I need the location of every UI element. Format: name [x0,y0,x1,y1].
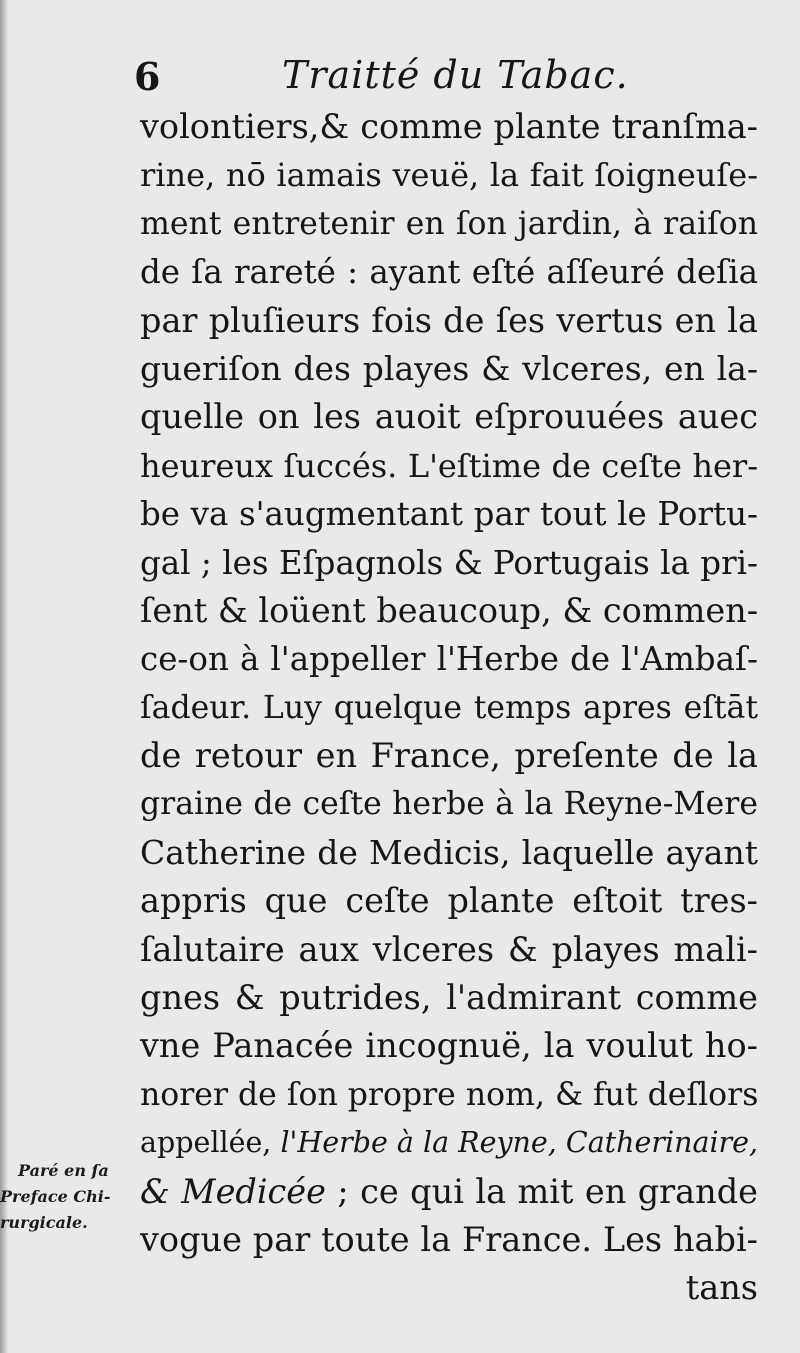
page-gutter-shadow [0,0,8,1353]
text-line: be va s'augmentant par tout le Portu- [140,495,758,534]
text-line: gal ; les Eſpagnols & Portugais la pri- [140,543,758,582]
text-line: par pluſieurs fois de ſes vertus en la [140,300,758,340]
text-line: ſalutaire aux vlceres & playes mali- [140,929,758,969]
italic-name-segment: l'Herbe à la Reyne, Catherinaire, [280,1126,759,1160]
margin-note-line: Paré en ſa [18,1161,109,1180]
catchword-line: tans [685,1268,758,1308]
body-text [140,103,758,1313]
text-line: ment entretenir en ſon jardin, à raiſon [140,205,758,242]
text-line-mixed [140,1168,758,1216]
text-line-mixed [140,1119,758,1167]
text-line: graine de ceſte herbe à la Reyne-Mere [140,786,758,823]
text-line: appris que ceſte plante eſtoit tres- [140,881,758,921]
text-line: de retour en France, preſente de la [140,736,758,776]
text-line: vne Panacée incognuë, la voulut ho- [140,1026,758,1066]
italic-name-segment: & Medicée [140,1171,326,1211]
text-line: ſadeur. Luy quelque temps apres eſtāt [140,689,758,726]
text-segment: ; ce qui la mit en grande [325,1171,758,1211]
text-line: gnes & putrides, l'admirant comme [140,978,758,1018]
text-line: rine, nō iamais veuë, la fait ſoigneuſe- [140,156,758,195]
margin-note-line: Preface Chi- [0,1187,111,1206]
margin-note-line: rurgicale. [0,1213,88,1232]
text-line: ce-on à l'appeller l'Herbe de l'Ambaſ- [140,640,758,679]
text-line: Catherine de Medicis, laquelle ayant [140,832,758,872]
margin-note [0,1158,134,1236]
text-line: ſent & loüent beaucoup, & commen- [140,590,759,630]
text-line: norer de ſon propre nom, & fut deſlors [140,1076,759,1113]
text-line: heureux ſuccés. L'eſtime de ceſte her- [140,446,758,485]
text-line: de ſa rareté : ayant eſté aſſeuré deſia [140,253,758,292]
text-line: volontiers,& comme plante tranſma- [140,107,758,146]
page-number: 6 [134,54,161,99]
text-line: vogue par toute la France. Les habi- [140,1219,758,1259]
running-head: Traitté du Tabac. [282,53,629,97]
text-line: quelle on les auoit eſprouuées auec [140,397,758,437]
text-line: gueriſon des playes & vlceres, en la- [140,348,758,388]
text-segment: appellée, [140,1126,281,1160]
